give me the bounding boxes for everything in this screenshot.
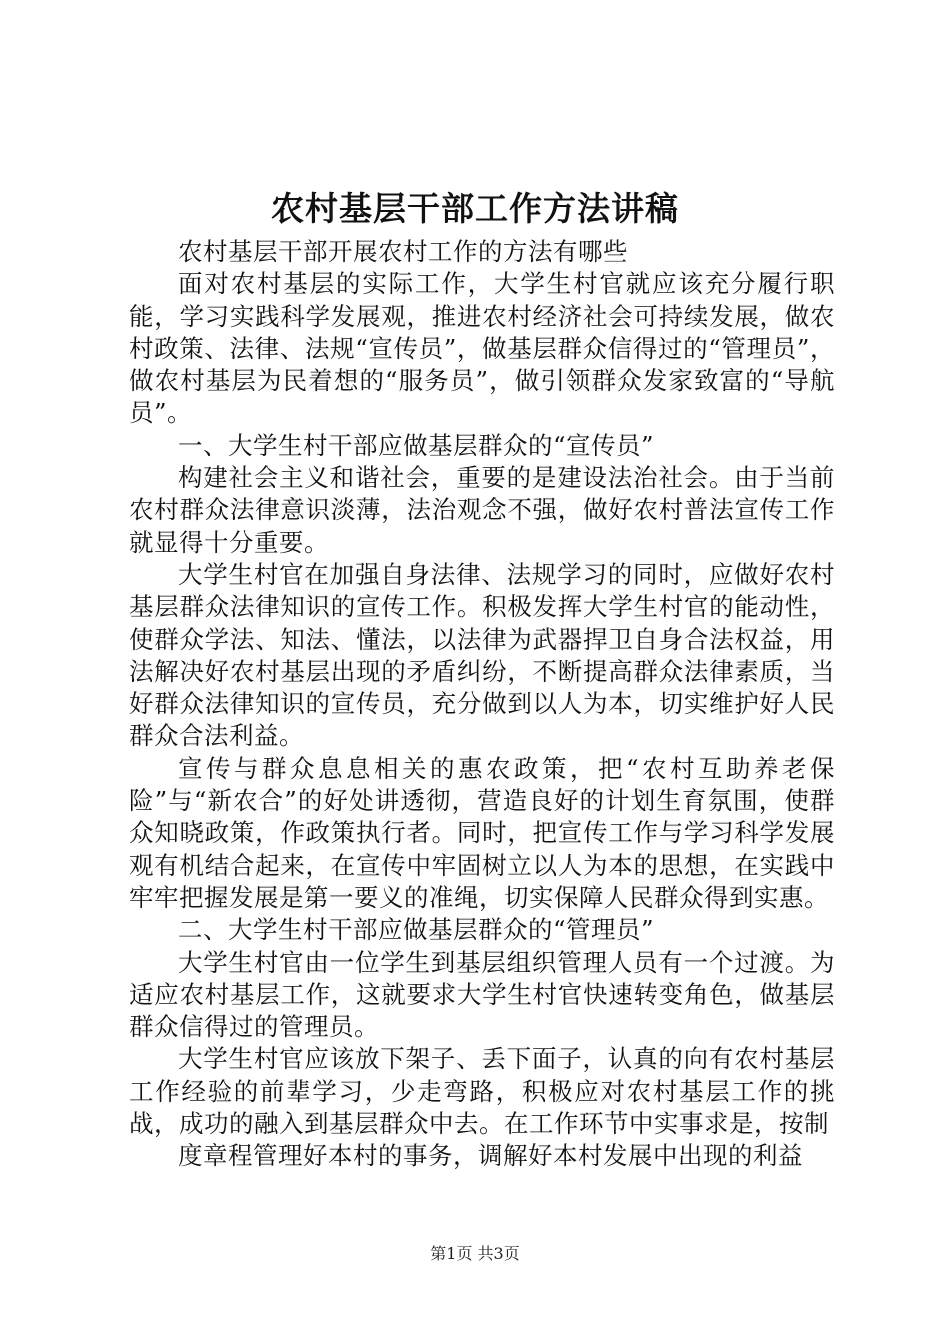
- section-heading: 二、大学生村干部应做基层群众的“管理员”: [178, 915, 655, 945]
- paragraph: 面对农村基层的实际工作，大学生村官就应该充分履行职能，学习实践科学发展观，推进农村经济社会可持续发展，做农村政策、法律、法规“宣传员”，做基层群众信得过的“管理员”，做农村基层为民着想的“服务员”，做引领群众发家致富的“导航员”。: [129, 269, 835, 428]
- paragraph: 大学生村官由一位学生到基层组织管理人员有一个过渡。为适应农村基层工作，这就要求大学生村官快速转变角色，做基层群众信得过的管理员。: [129, 947, 835, 1042]
- paragraph: 度章程管理好本村的事务，调解好本村发展中出现的利益: [178, 1141, 803, 1171]
- document-body: [129, 236, 835, 1173]
- paragraph: 宣传与群众息息相关的惠农政策，把“农村互助养老保险”与“新农合”的好处讲透彻，营造良好的计划生育氛围，使群众知晓政策，作政策执行者。同时，把宣传工作与学习科学发展观有机结合起来，在宣传中牢固树立以人为本的思想，在实践中牢牢把握发展是第一要义的准绳，切实保障人民群众得到实惠。: [129, 753, 835, 912]
- section-heading: 一、大学生村干部应做基层群众的“宣传员”: [178, 430, 655, 460]
- paragraph: 农村基层干部开展农村工作的方法有哪些: [178, 237, 628, 266]
- paragraph: 构建社会主义和谐社会，重要的是建设法治社会。由于当前农村群众法律意识淡薄，法治观念不强，做好农村普法宣传工作就显得十分重要。: [129, 463, 835, 557]
- paragraph: 大学生村官应该放下架子、丢下面子，认真的向有农村基层工作经验的前辈学习，少走弯路，积极应对农村基层工作的挑战，成功的融入到基层群众中去。在工作环节中实事求是，按制: [129, 1044, 835, 1139]
- document-title: 农村基层干部工作方法讲稿: [271, 189, 679, 228]
- page-number-footer: 第1页 共3页: [430, 1244, 520, 1263]
- paragraph: 大学生村官在加强自身法律、法规学习的同时，应做好农村基层群众法律知识的宣传工作。积极发挥大学生村官的能动性，使群众学法、知法、懂法，以法律为武器捍卫自身合法权益，用法解决好农村基层出现的矛盾纠纷，不断提高群众法律素质，当好群众法律知识的宣传员，充分做到以人为本，切实维护好人民群众合法利益。: [129, 559, 835, 751]
